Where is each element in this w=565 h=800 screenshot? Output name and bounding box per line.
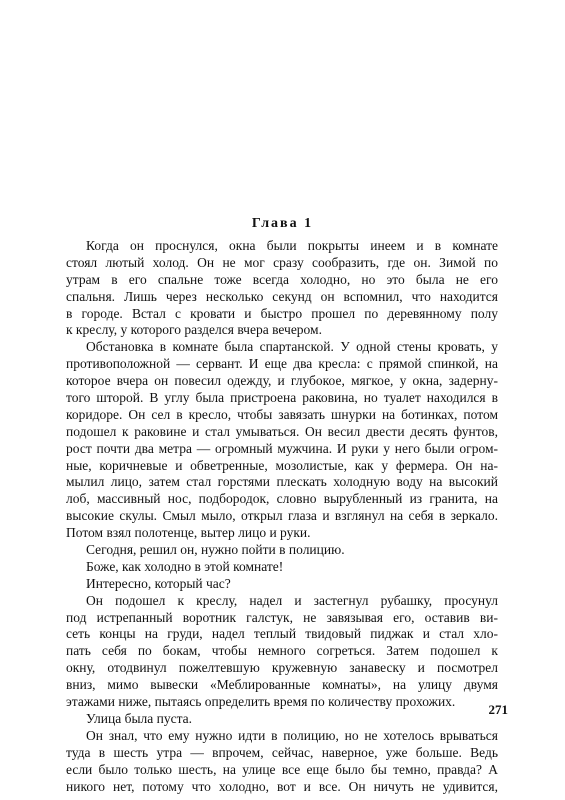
text-line: рост почти два метра — огромный мужчина. И руки у него были огром- [66, 440, 498, 456]
text-line: стоял лютый холод. Он не мог сразу сообразить, где он. Зимой по [66, 254, 498, 270]
text-line: сеть концы на груди, надел теплый твидовый пиджак и стал хло- [66, 626, 498, 642]
text-line: вниз, мимо вывески «Меблированные комнаты», на улицу двумя [66, 677, 498, 693]
text-line: Когда он проснулся, окна были покрыты инеем и в комнате [86, 238, 498, 253]
text-line: окну, отодвинул пожелтевшую кружевную занавеску и посмотрел [66, 660, 498, 676]
text-line: ные, коричневые и обветренные, мозолистые, как у фермера. Он на- [66, 457, 498, 473]
text-line: туда в шесть утра — впрочем, сейчас, наверное, уже больше. Ведь [66, 744, 498, 760]
page-number: 271 [488, 702, 508, 717]
text-line: утрам в его спальне тоже всегда холодно, но это была не его [66, 271, 498, 287]
text-line: высокие скулы. Смыл мыло, открыл глаза и взглянул на себя в зеркало. [66, 508, 498, 524]
text-line: спальня. Лишь через несколько секунд он вспомнил, что находится [66, 288, 498, 304]
text-line: Обстановка в комнате была спартанской. У одной стены кровать, у [86, 339, 498, 355]
text-line: Интересно, который час? [86, 575, 231, 591]
text-line: никого нет, потому что холодно, вот и все. Он ничуть не удивится, [66, 778, 498, 794]
text-line: мылил лицо, затем стал горстями плескать холодную воду на высокий [66, 474, 498, 490]
text-line: в городе. Встал с кровати и быстро прошел по деревянному полу [66, 305, 498, 321]
text-line: Потом взял полотенце, вытер лицо и руки. [66, 525, 311, 541]
text-line: к креслу, у которого разделся вчера вечером. [66, 322, 322, 338]
text-line: противоположной — сервант. И еще два кресла: с прямой спинкой, на [66, 356, 498, 372]
text-line: того шторой. В углу была пристроена раковина, но туалет находился в [66, 390, 498, 406]
text-line: лоб, массивный нос, подбородок, словно вырубленный из гранита, на [66, 491, 498, 507]
text-line: этажами ниже, пытаясь определить время по количеству прохожих. [66, 694, 456, 710]
text-line: которое вчера он повесил одежду, и глубокое, мягкое, у окна, задерну- [66, 373, 498, 389]
text-line: коридоре. Он сел в кресло, чтобы завязать шнурки на ботинках, потом [66, 406, 498, 422]
text-line: Улица была пуста. [86, 710, 193, 726]
body-text [66, 238, 498, 795]
text-line: Он знал, что ему нужно идти в полицию, но не хотелось врываться [86, 727, 498, 743]
text-line: Сегодня, решил он, нужно пойти в полицию. [86, 542, 345, 558]
text-line: Боже, как холодно в этой комнате! [86, 558, 284, 574]
text-line: если было только шесть, на улице все еще было бы темно, правда? А [66, 761, 498, 777]
chapter-title: Глава 1 [251, 216, 314, 231]
text-line: пать себя по бокам, чтобы немного согреться. Затем подошел к [66, 643, 498, 659]
text-line: подошел к раковине и стал умываться. Он весил двести десять фунтов, [66, 423, 498, 439]
text-line: Он подошел к креслу, надел и застегнул рубашку, просунул [86, 592, 498, 608]
text-line: под истрепанный воротник галстук, не завязывая его, оставив ви- [66, 609, 498, 625]
